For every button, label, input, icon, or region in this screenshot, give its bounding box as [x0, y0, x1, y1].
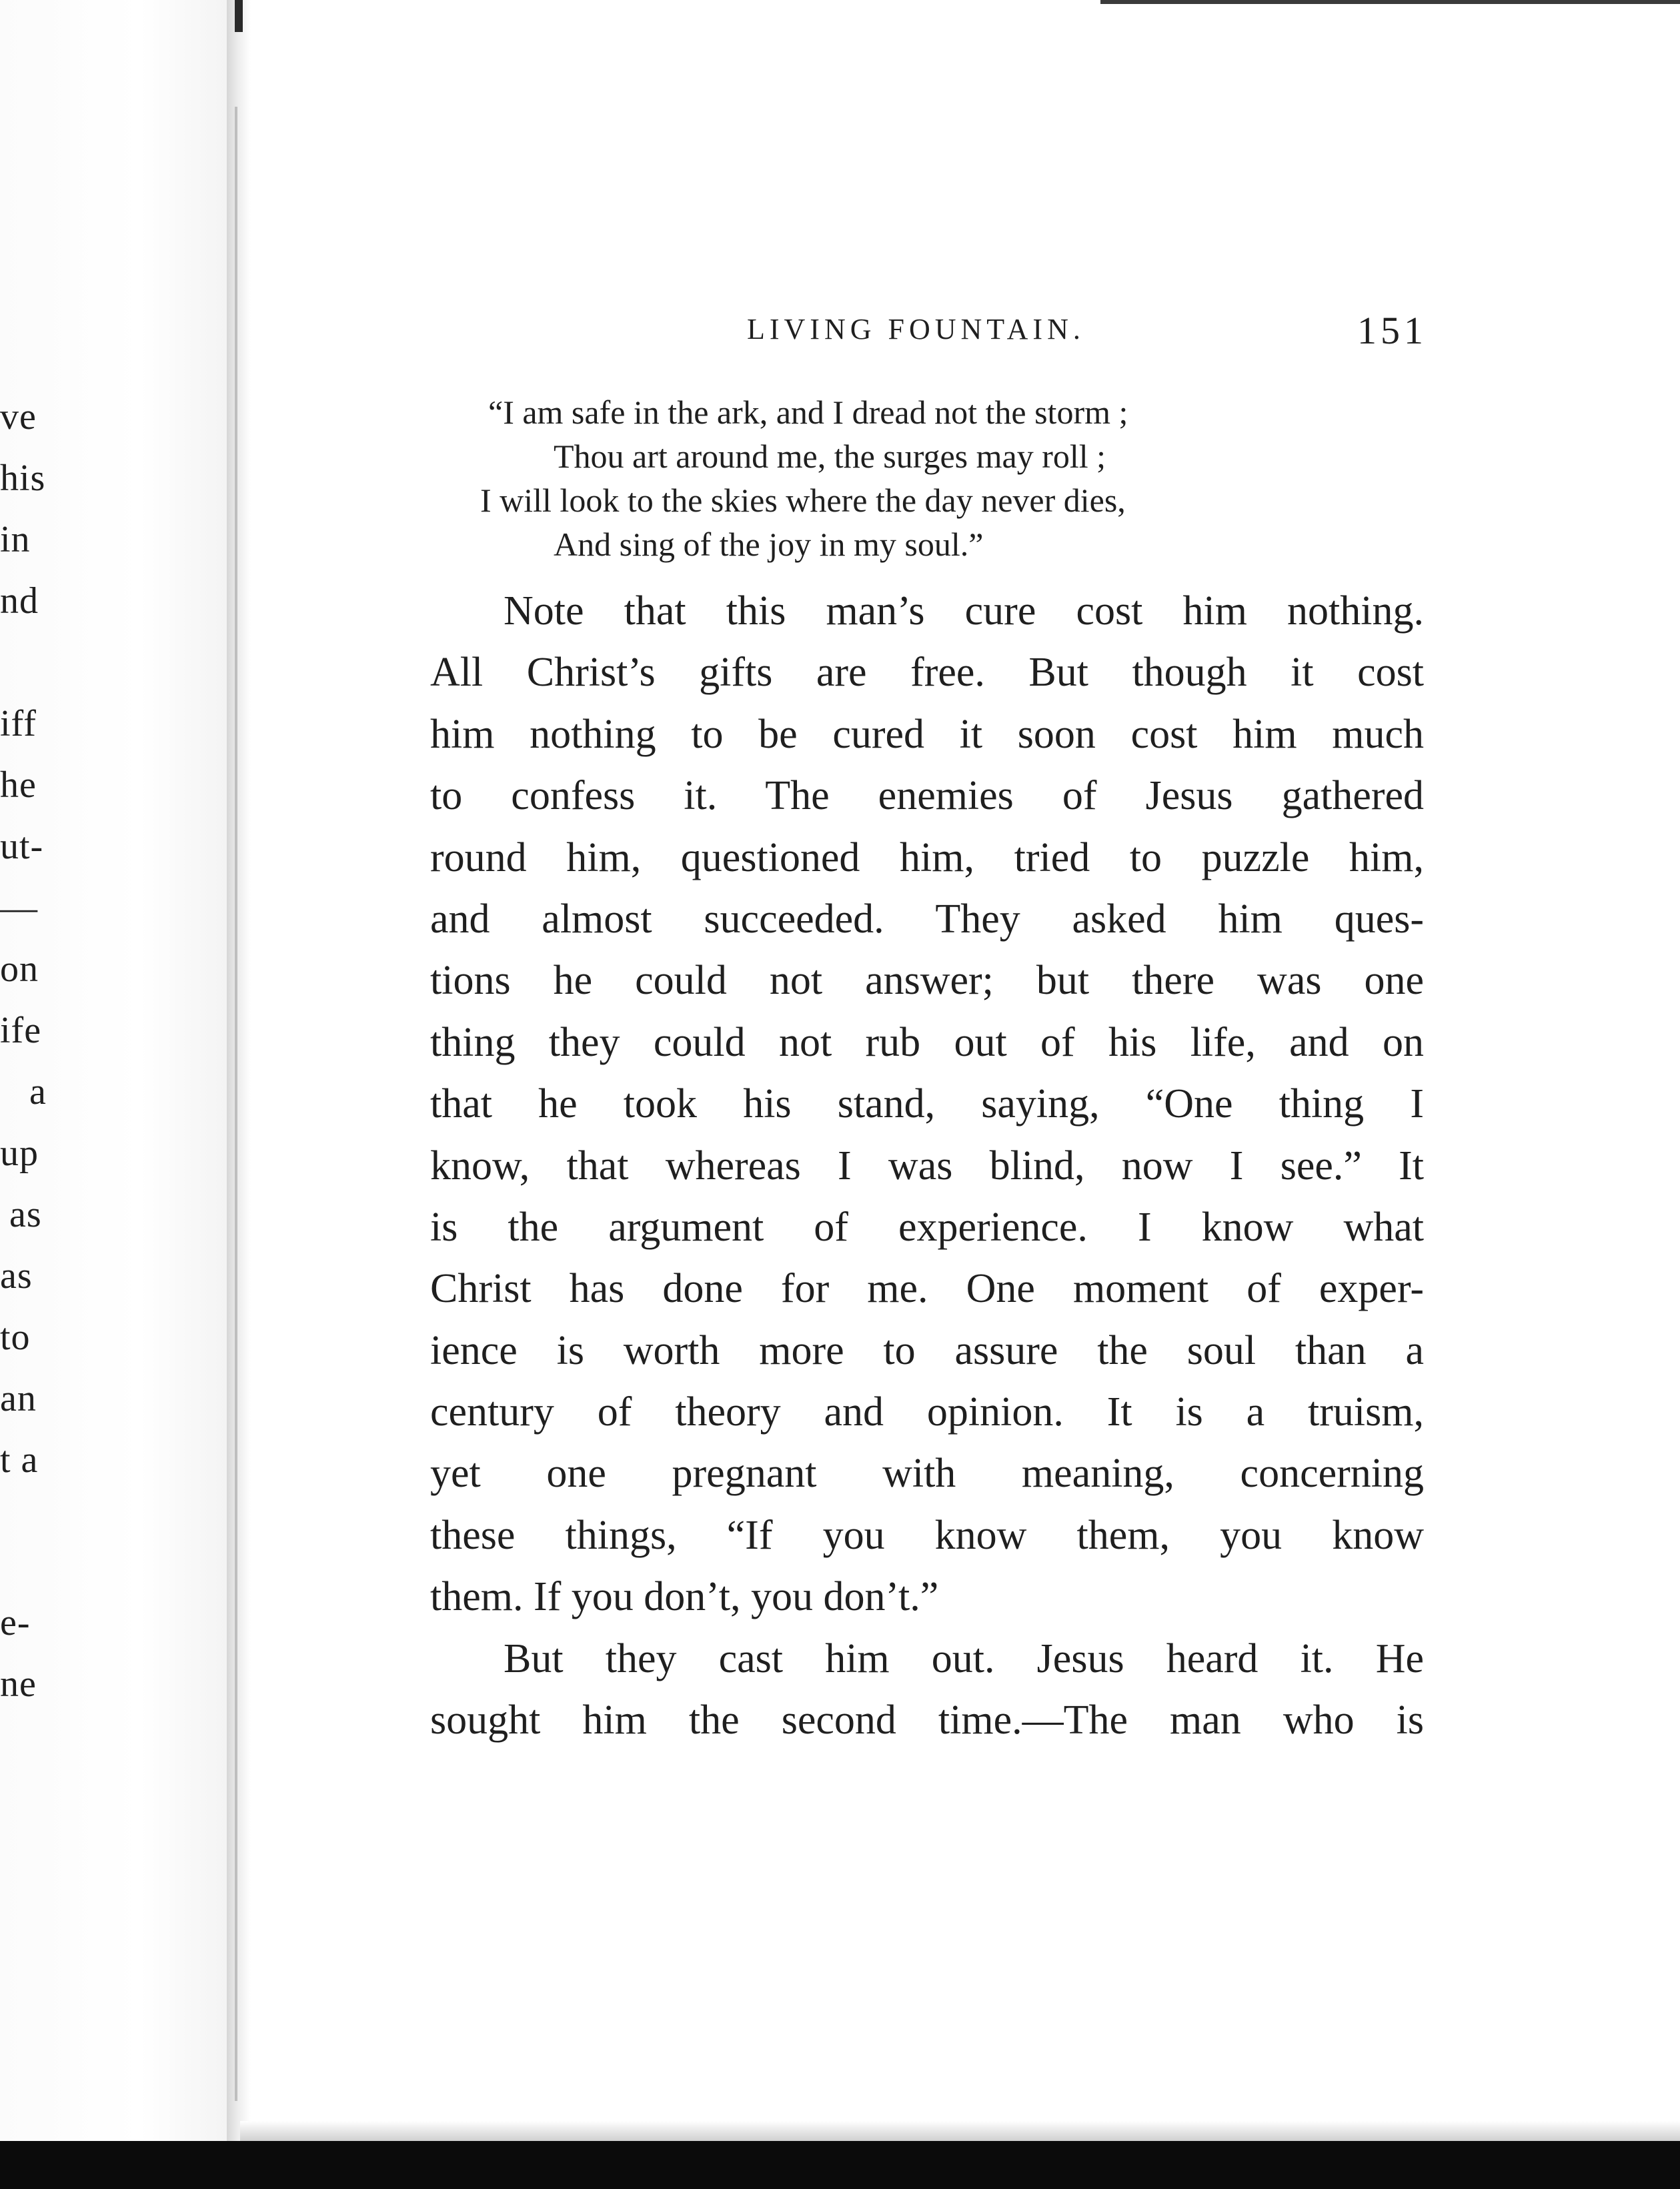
- left-fragment: ife: [0, 1010, 42, 1051]
- text-line: is the argument of experience. I know what: [430, 1204, 1424, 1250]
- left-fragment: ne: [0, 1663, 37, 1705]
- left-fragment: ut-: [0, 826, 44, 867]
- text-line: these things, “If you know them, you know: [430, 1512, 1424, 1558]
- left-fragment: —: [0, 887, 38, 928]
- paragraph: [430, 1628, 1424, 1751]
- text-line: ience is worth more to assure the soul than a: [430, 1327, 1424, 1373]
- gutter-line: [235, 107, 237, 2101]
- text-line: century of theory and opinion. It is a truism,: [430, 1389, 1424, 1435]
- page-number: 151: [1357, 309, 1427, 352]
- left-fragment: as: [9, 1194, 42, 1235]
- verse-line: Thou art around me, the surges may roll ;: [554, 438, 1106, 475]
- left-fragment: nd: [0, 580, 39, 622]
- body-text: [430, 580, 1424, 1751]
- gutter-shadow: [227, 0, 251, 2189]
- text-line: yet one pregnant with meaning, concerning: [430, 1451, 1424, 1497]
- verse-quotation: [480, 390, 1427, 566]
- text-line: to confess it. The enemies of Jesus gathered: [430, 773, 1424, 819]
- text-line: round him, questioned him, tried to puzzle him,: [430, 834, 1424, 880]
- verse-line: And sing of the joy in my soul.”: [554, 526, 984, 563]
- text-line: know, that whereas I was blind, now I see.” It: [430, 1143, 1424, 1189]
- text-line: All Christ’s gifts are free. But though it cost: [430, 650, 1424, 696]
- text-line: him nothing to be cured it soon cost him much: [430, 711, 1424, 757]
- verse-line: I will look to the skies where the day never dies,: [480, 482, 1126, 519]
- text-line: and almost succeeded. They asked him ques-: [430, 896, 1424, 942]
- verse-line: “I am safe in the ark, and I dread not the storm ;: [488, 394, 1128, 431]
- left-fragment: to: [0, 1317, 31, 1358]
- gutter-mark: [235, 0, 243, 32]
- left-fragment: up: [0, 1133, 39, 1174]
- left-fragment: ve: [0, 396, 37, 438]
- text-line: Note that this man’s cure cost him nothing.: [504, 588, 1424, 634]
- text-line: tions he could not answer; but there was one: [430, 958, 1424, 1004]
- page-top-edge: [1100, 0, 1680, 4]
- left-fragment: he: [0, 764, 37, 806]
- left-fragment: iff: [0, 703, 37, 744]
- paragraph: [430, 580, 1424, 1628]
- text-line: them. If you don’t, you don’t.”: [430, 1574, 939, 1620]
- left-fragment: an: [0, 1378, 37, 1419]
- left-fragment: t a: [0, 1439, 39, 1481]
- text-line: sought him the second time.—The man who is: [430, 1697, 1424, 1743]
- text-line: Christ has done for me. One moment of exper-: [430, 1266, 1424, 1312]
- text-line: that he took his stand, saying, “One thing I: [430, 1081, 1424, 1127]
- left-page-edge: [0, 0, 235, 2189]
- page-header: [747, 309, 1427, 359]
- left-fragment: on: [0, 948, 39, 990]
- left-fragment: in: [0, 519, 31, 560]
- left-fragment: a: [29, 1071, 47, 1113]
- running-head: LIVING FOUNTAIN.: [747, 313, 1085, 345]
- scan-bottom-border: [0, 2141, 1680, 2189]
- left-fragment: e-: [0, 1602, 31, 1643]
- page-bottom-shadow: [240, 2121, 1680, 2141]
- text-line: thing they could not rub out of his life, and on: [430, 1019, 1424, 1065]
- left-fragment: his: [0, 458, 46, 499]
- text-line: But they cast him out. Jesus heard it. He: [504, 1635, 1424, 1681]
- left-fragment: as: [0, 1255, 33, 1297]
